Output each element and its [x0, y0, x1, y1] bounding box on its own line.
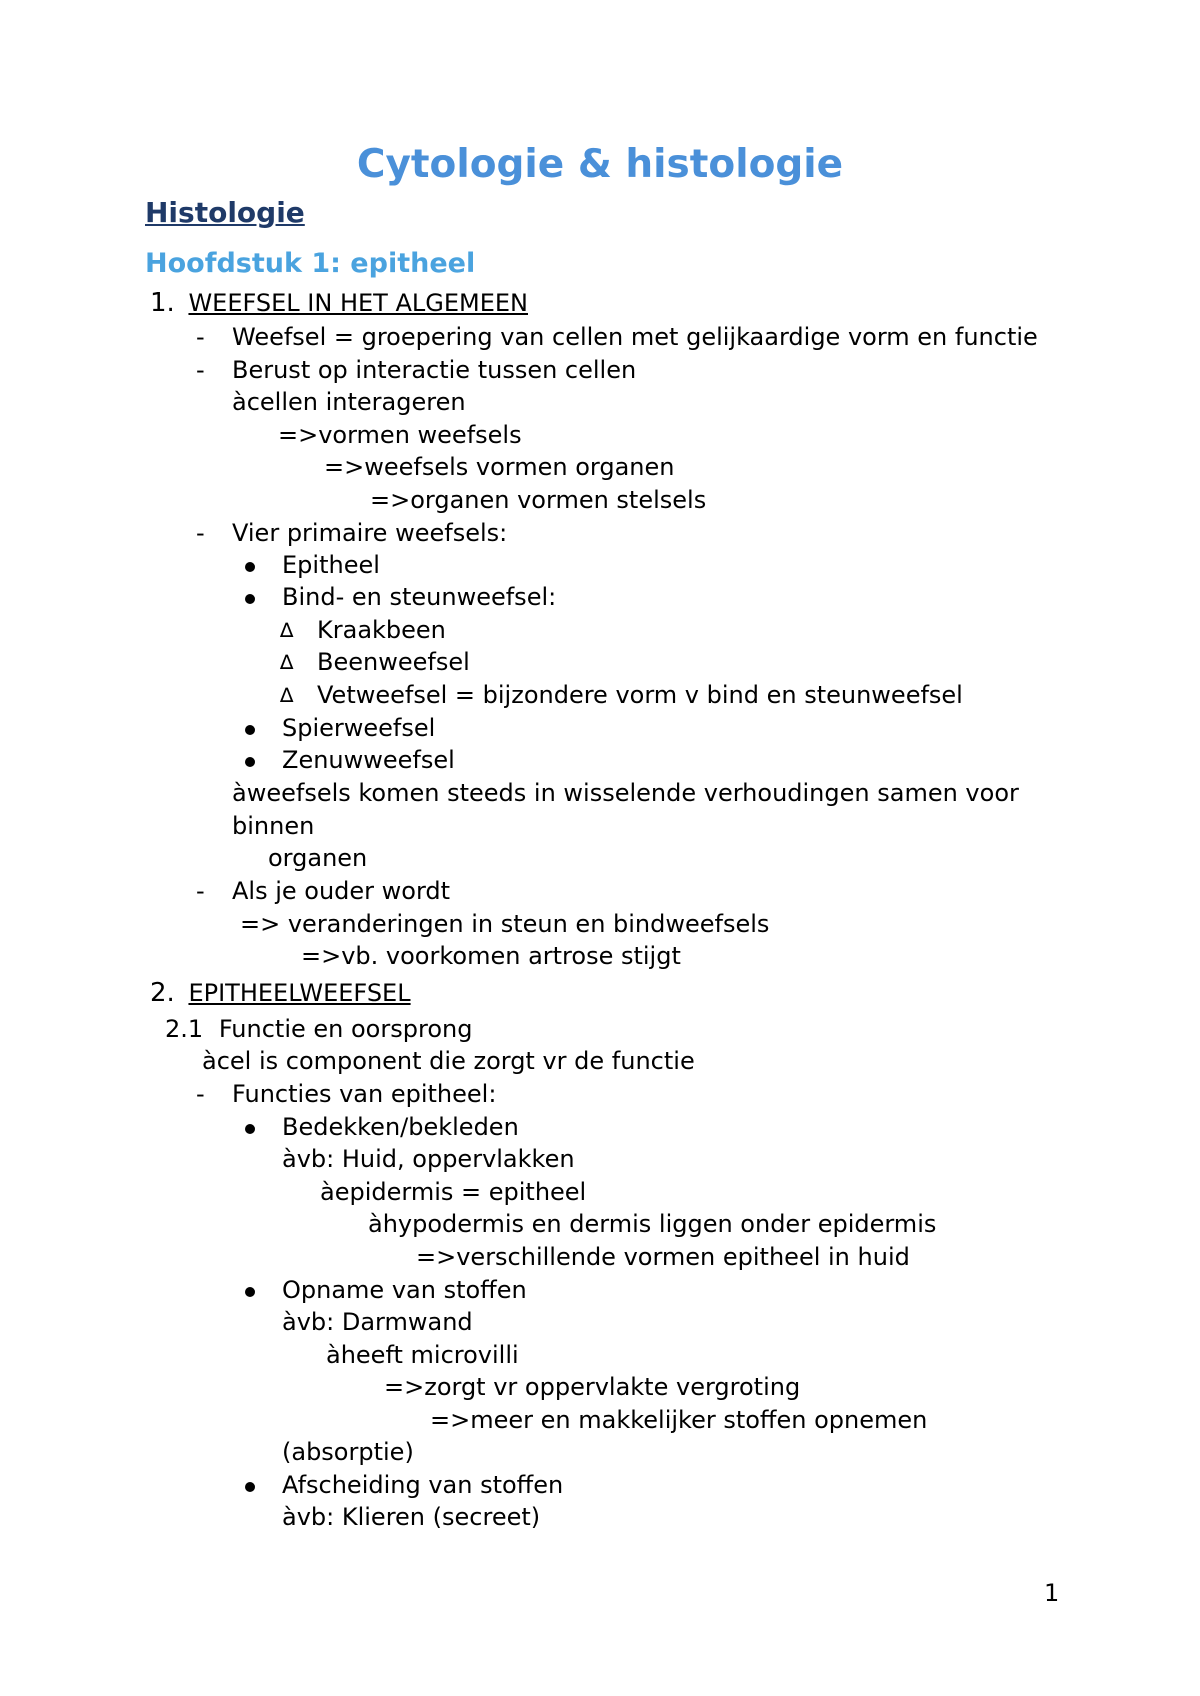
triangle-icon: ∆ [280, 618, 294, 642]
bullet-icon [245, 1482, 255, 1492]
text-line: => veranderingen in steun en bindweefsels [240, 910, 770, 938]
bullet-icon [245, 1287, 255, 1297]
text-line: binnen [232, 812, 315, 840]
bullet-item: Spierweefsel [282, 714, 436, 742]
text-line: =>zorgt vr oppervlakte vergroting [384, 1373, 801, 1401]
text-line: =>vormen weefsels [278, 421, 522, 449]
chapter-heading: Hoofdstuk 1: epitheel [145, 248, 476, 279]
text-line: àvb: Huid, oppervlakken [282, 1145, 575, 1173]
subsection-title: Functie en oorsprong [218, 1015, 473, 1043]
section-number: 1. [150, 288, 175, 318]
sub-bullet-item: Vetweefsel = bijzondere vorm v bind en steunweefsel [317, 681, 963, 709]
bullet-icon [245, 594, 255, 604]
text-line: àvb: Klieren (secreet) [282, 1503, 541, 1531]
bullet-item: Opname van stoffen [282, 1276, 527, 1304]
list-item: Functies van epitheel: [232, 1080, 497, 1108]
bullet-icon [245, 725, 255, 735]
heading-histologie: Histologie [145, 196, 305, 229]
list-item: Vier primaire weefsels: [232, 519, 508, 547]
section-number: 2. [150, 978, 175, 1008]
bullet-item: Zenuwweefsel [282, 746, 455, 774]
document-title: Cytologie & histologie [356, 142, 844, 187]
section-heading [150, 288, 528, 318]
text-line: organen [268, 844, 368, 872]
dash-marker: - [196, 877, 205, 905]
bullet-item: Bind- en steunweefsel: [282, 583, 557, 611]
bullet-icon [245, 1124, 255, 1134]
triangle-icon: ∆ [280, 650, 294, 674]
dash-marker: - [196, 1080, 205, 1108]
text-line: àheeft microvilli [326, 1341, 519, 1369]
page-number: 1 [1044, 1579, 1060, 1607]
bullet-item: Bedekken/bekleden [282, 1113, 519, 1141]
text-line: àepidermis = epitheel [320, 1178, 587, 1206]
text-line: =>weefsels vormen organen [324, 453, 675, 481]
text-line: àcellen interageren [232, 388, 466, 416]
sub-bullet-item: Beenweefsel [317, 648, 470, 676]
text-line: =>vb. voorkomen artrose stijgt [301, 942, 681, 970]
dash-marker: - [196, 323, 205, 351]
dash-marker: - [196, 356, 205, 384]
subsection-heading [165, 1014, 472, 1044]
dash-marker: - [196, 519, 205, 547]
text-line: àhypodermis en dermis liggen onder epidermis [368, 1210, 937, 1238]
section-title: WEEFSEL IN HET ALGEMEEN [188, 289, 528, 317]
bullet-icon [245, 757, 255, 767]
bullet-item: Epitheel [282, 551, 380, 579]
list-item: Berust op interactie tussen cellen [232, 356, 637, 384]
text-line: àcel is component die zorgt vr de functie [202, 1047, 695, 1075]
sub-bullet-item: Kraakbeen [317, 616, 446, 644]
text-line: =>verschillende vormen epitheel in huid [416, 1243, 910, 1271]
text-line: =>meer en makkelijker stoffen opnemen [430, 1406, 928, 1434]
triangle-icon: ∆ [280, 683, 294, 707]
bullet-item: Afscheiding van stoffen [282, 1471, 564, 1499]
section-heading [150, 978, 411, 1008]
text-line: =>organen vormen stelsels [370, 486, 707, 514]
text-line: àvb: Darmwand [282, 1308, 473, 1336]
list-item: Als je ouder wordt [232, 877, 451, 905]
list-item: Weefsel = groepering van cellen met gelijkaardige vorm en functie [232, 323, 1038, 351]
text-line: àweefsels komen steeds in wisselende verhoudingen samen voor [232, 779, 1019, 807]
text-line: (absorptie) [282, 1438, 414, 1466]
bullet-icon [245, 562, 255, 572]
subsection-number: 2.1 [165, 1015, 204, 1043]
section-title: EPITHEELWEEFSEL [188, 979, 411, 1007]
